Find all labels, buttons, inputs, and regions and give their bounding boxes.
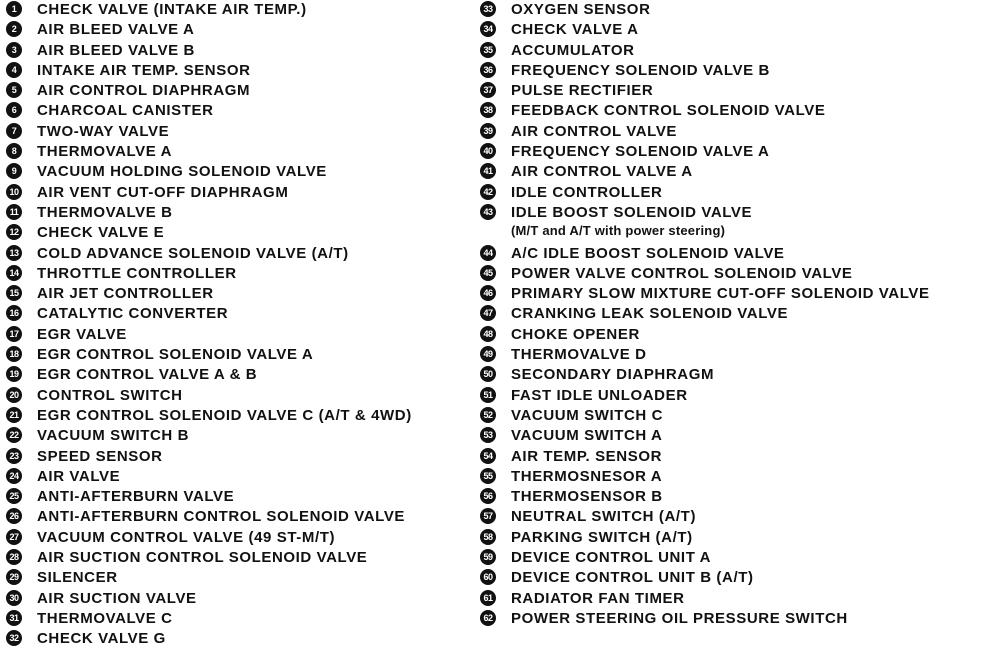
- item-number-badge: 4: [6, 62, 22, 78]
- item-label: SPEED SENSOR: [37, 447, 163, 465]
- legend-item: [480, 568, 985, 588]
- item-label: AIR BLEED VALVE B: [37, 41, 195, 59]
- item-number-badge: 34: [480, 21, 496, 37]
- item-label: FREQUENCY SOLENOID VALVE B: [511, 61, 770, 79]
- item-number-badge: 19: [6, 366, 22, 382]
- legend-item: [6, 447, 466, 467]
- legend-item: [6, 304, 466, 324]
- item-label: VACUUM SWITCH C: [511, 406, 664, 424]
- item-label: EGR CONTROL SOLENOID VALVE A: [37, 346, 314, 364]
- legend-item: [6, 507, 466, 527]
- item-label: PULSE RECTIFIER: [511, 82, 654, 100]
- item-label: CHECK VALVE A: [511, 21, 639, 39]
- item-number-badge: 42: [480, 184, 496, 200]
- item-label: SECONDARY DIAPHRAGM: [511, 366, 715, 384]
- item-label: CHECK VALVE E: [37, 224, 165, 242]
- legend-column-right: [480, 0, 985, 629]
- item-number-badge: 54: [480, 448, 496, 464]
- legend-item: [6, 325, 466, 345]
- item-label: VACUUM CONTROL VALVE (49 ST-M/T): [37, 528, 336, 546]
- legend-item: [480, 162, 985, 182]
- item-label: THERMOVALVE D: [511, 346, 647, 364]
- item-label: AIR BLEED VALVE A: [37, 21, 195, 39]
- item-number-badge: 23: [6, 448, 22, 464]
- legend-item: [480, 142, 985, 162]
- item-number-badge: 41: [480, 163, 496, 179]
- item-label: IDLE BOOST SOLENOID VALVE: [511, 203, 753, 221]
- legend-item: [6, 548, 466, 568]
- legend-column-left: [6, 0, 466, 650]
- item-number-badge: 39: [480, 123, 496, 139]
- legend-item: [480, 467, 985, 487]
- item-number-badge: 21: [6, 407, 22, 423]
- legend-item: [480, 426, 985, 446]
- item-label: CHOKE OPENER: [511, 325, 640, 343]
- item-number-badge: 56: [480, 488, 496, 504]
- legend-item: [480, 304, 985, 324]
- legend-item: [6, 142, 466, 162]
- item-label: VACUUM SWITCH B: [37, 427, 190, 445]
- item-label: AIR SUCTION CONTROL SOLENOID VALVE: [37, 549, 368, 567]
- item-label: AIR CONTROL DIAPHRAGM: [37, 82, 251, 100]
- item-label: POWER STEERING OIL PRESSURE SWITCH: [511, 609, 848, 627]
- legend-item: [480, 183, 985, 203]
- legend-item: [480, 122, 985, 142]
- legend-item: [6, 122, 466, 142]
- item-label: VACUUM SWITCH A: [511, 427, 663, 445]
- legend-item: [6, 426, 466, 446]
- item-label: CHARCOAL CANISTER: [37, 102, 214, 120]
- item-number-badge: 1: [6, 1, 22, 17]
- item-number-badge: 31: [6, 610, 22, 626]
- item-number-badge: 28: [6, 549, 22, 565]
- item-label: CATALYTIC CONVERTER: [37, 305, 229, 323]
- item-label: AIR VALVE: [37, 467, 121, 485]
- item-label: THROTTLE CONTROLLER: [37, 264, 237, 282]
- item-number-badge: 43: [480, 204, 496, 220]
- item-number-badge: 27: [6, 529, 22, 545]
- legend-item: [480, 325, 985, 345]
- item-number-badge: 59: [480, 549, 496, 565]
- legend-item: [480, 345, 985, 365]
- item-number-badge: 9: [6, 163, 22, 179]
- item-number-badge: 57: [480, 508, 496, 524]
- legend-item: [6, 345, 466, 365]
- item-label: FEEDBACK CONTROL SOLENOID VALVE: [511, 102, 826, 120]
- item-label: THERMOVALVE B: [37, 203, 173, 221]
- item-number-badge: 37: [480, 82, 496, 98]
- legend-item: [6, 20, 466, 40]
- item-label: CHECK VALVE G: [37, 630, 166, 648]
- item-number-badge: 30: [6, 590, 22, 606]
- item-number-badge: 17: [6, 326, 22, 342]
- legend-item: [480, 507, 985, 527]
- item-number-badge: 58: [480, 529, 496, 545]
- item-label: IDLE CONTROLLER: [511, 183, 663, 201]
- item-number-badge: 12: [6, 224, 22, 240]
- item-number-badge: 16: [6, 305, 22, 321]
- item-number-badge: 60: [480, 569, 496, 585]
- item-label: PARKING SWITCH (A/T): [511, 528, 693, 546]
- item-label: ANTI-AFTERBURN CONTROL SOLENOID VALVE: [37, 508, 406, 526]
- item-label: TWO-WAY VALVE: [37, 122, 170, 140]
- item-label: AIR TEMP. SENSOR: [511, 447, 663, 465]
- item-number-badge: 20: [6, 387, 22, 403]
- item-number-badge: 45: [480, 265, 496, 281]
- item-label: AIR VENT CUT-OFF DIAPHRAGM: [37, 183, 289, 201]
- legend-item: [6, 61, 466, 81]
- item-label: CRANKING LEAK SOLENOID VALVE: [511, 305, 789, 323]
- item-label: AIR CONTROL VALVE A: [511, 163, 693, 181]
- item-label: INTAKE AIR TEMP. SENSOR: [37, 61, 251, 79]
- legend-item: [6, 81, 466, 101]
- legend-item: [480, 386, 985, 406]
- item-number-badge: 33: [480, 1, 496, 17]
- legend-item: [6, 589, 466, 609]
- item-number-badge: 22: [6, 427, 22, 443]
- item-label: CONTROL SWITCH: [37, 386, 183, 404]
- legend-item: [6, 183, 466, 203]
- legend-item: [6, 41, 466, 61]
- legend-item: [480, 589, 985, 609]
- item-number-badge: 36: [480, 62, 496, 78]
- legend-item: [6, 162, 466, 182]
- item-label: CHECK VALVE (INTAKE AIR TEMP.): [37, 1, 307, 18]
- item-number-badge: 61: [480, 590, 496, 606]
- item-label: DEVICE CONTROL UNIT A: [511, 549, 712, 567]
- item-number-badge: 46: [480, 285, 496, 301]
- legend-item: [480, 548, 985, 568]
- item-number-badge: 32: [6, 630, 22, 646]
- item-number-badge: 14: [6, 265, 22, 281]
- item-number-badge: 7: [6, 123, 22, 139]
- item-number-badge: 6: [6, 102, 22, 118]
- item-number-badge: 35: [480, 42, 496, 58]
- legend-item: [480, 61, 985, 81]
- item-number-badge: 15: [6, 285, 22, 301]
- item-label: THERMOVALVE C: [37, 609, 173, 627]
- item-number-badge: 50: [480, 366, 496, 382]
- item-label: RADIATOR FAN TIMER: [511, 589, 685, 607]
- item-number-badge: 48: [480, 326, 496, 342]
- legend-item: [6, 284, 466, 304]
- legend-item: [480, 20, 985, 40]
- item-number-badge: 26: [6, 508, 22, 524]
- item-label: AIR JET CONTROLLER: [37, 285, 214, 303]
- item-label: ANTI-AFTERBURN VALVE: [37, 488, 235, 506]
- legend-item: [480, 101, 985, 121]
- legend-item: [480, 81, 985, 101]
- item-number-badge: 5: [6, 82, 22, 98]
- item-number-badge: 8: [6, 143, 22, 159]
- legend-item: [6, 0, 466, 20]
- legend-item: [6, 406, 466, 426]
- item-number-badge: 49: [480, 346, 496, 362]
- legend-item: [6, 365, 466, 385]
- item-label: PRIMARY SLOW MIXTURE CUT-OFF SOLENOID VALVE: [511, 285, 930, 303]
- item-label: AIR CONTROL VALVE: [511, 122, 678, 140]
- item-number-badge: 47: [480, 305, 496, 321]
- item-number-badge: 10: [6, 184, 22, 200]
- item-number-badge: 55: [480, 468, 496, 484]
- legend-item: [480, 609, 985, 629]
- item-label: EGR CONTROL SOLENOID VALVE C (A/T & 4WD): [37, 406, 412, 424]
- legend-item: [480, 447, 985, 467]
- legend-item: [6, 568, 466, 588]
- item-label: THERMOSENSOR B: [511, 488, 663, 506]
- item-label: EGR CONTROL VALVE A & B: [37, 366, 258, 384]
- item-label: VACUUM HOLDING SOLENOID VALVE: [37, 163, 327, 181]
- legend-item: [480, 487, 985, 507]
- legend-item: [480, 203, 985, 244]
- item-number-badge: 38: [480, 102, 496, 118]
- item-label: DEVICE CONTROL UNIT B (A/T): [511, 569, 754, 587]
- item-label: NEUTRAL SWITCH (A/T): [511, 508, 697, 526]
- item-label: A/C IDLE BOOST SOLENOID VALVE: [511, 244, 785, 262]
- item-label: FAST IDLE UNLOADER: [511, 386, 688, 404]
- item-number-badge: 44: [480, 245, 496, 261]
- item-label: FREQUENCY SOLENOID VALVE A: [511, 143, 770, 161]
- legend-item: [6, 528, 466, 548]
- legend-item: [6, 101, 466, 121]
- legend-item: [6, 487, 466, 507]
- legend-item: [6, 203, 466, 223]
- item-number-badge: 2: [6, 21, 22, 37]
- legend-item: [6, 386, 466, 406]
- item-number-badge: 13: [6, 245, 22, 261]
- legend-item: [6, 467, 466, 487]
- legend-item: [480, 406, 985, 426]
- item-label: COLD ADVANCE SOLENOID VALVE (A/T): [37, 244, 349, 262]
- legend-item: [480, 244, 985, 264]
- item-number-badge: 25: [6, 488, 22, 504]
- item-label: ACCUMULATOR: [511, 41, 635, 59]
- item-number-badge: 62: [480, 610, 496, 626]
- legend-item: [480, 528, 985, 548]
- item-label: EGR VALVE: [37, 325, 127, 343]
- item-number-badge: 3: [6, 42, 22, 58]
- item-label: SILENCER: [37, 569, 118, 587]
- item-sublabel: (M/T and A/T with power steering): [511, 222, 726, 238]
- legend-item: [480, 264, 985, 284]
- item-label: THERMOSNESOR A: [511, 467, 663, 485]
- item-number-badge: 24: [6, 468, 22, 484]
- item-label: OXYGEN SENSOR: [511, 1, 651, 18]
- item-number-badge: 40: [480, 143, 496, 159]
- legend-item: [6, 244, 466, 264]
- legend-item: [6, 223, 466, 243]
- item-number-badge: 18: [6, 346, 22, 362]
- legend-item: [6, 609, 466, 629]
- legend-item: [480, 284, 985, 304]
- item-number-badge: 51: [480, 387, 496, 403]
- item-number-badge: 53: [480, 427, 496, 443]
- item-number-badge: 11: [6, 204, 22, 220]
- legend-item: [6, 264, 466, 284]
- item-number-badge: 29: [6, 569, 22, 585]
- legend-item: [480, 365, 985, 385]
- item-number-badge: 52: [480, 407, 496, 423]
- item-label: POWER VALVE CONTROL SOLENOID VALVE: [511, 264, 853, 282]
- item-label: THERMOVALVE A: [37, 143, 173, 161]
- item-label: AIR SUCTION VALVE: [37, 589, 197, 607]
- legend-item: [480, 0, 985, 20]
- legend-item: [480, 41, 985, 61]
- legend-item: [6, 629, 466, 649]
